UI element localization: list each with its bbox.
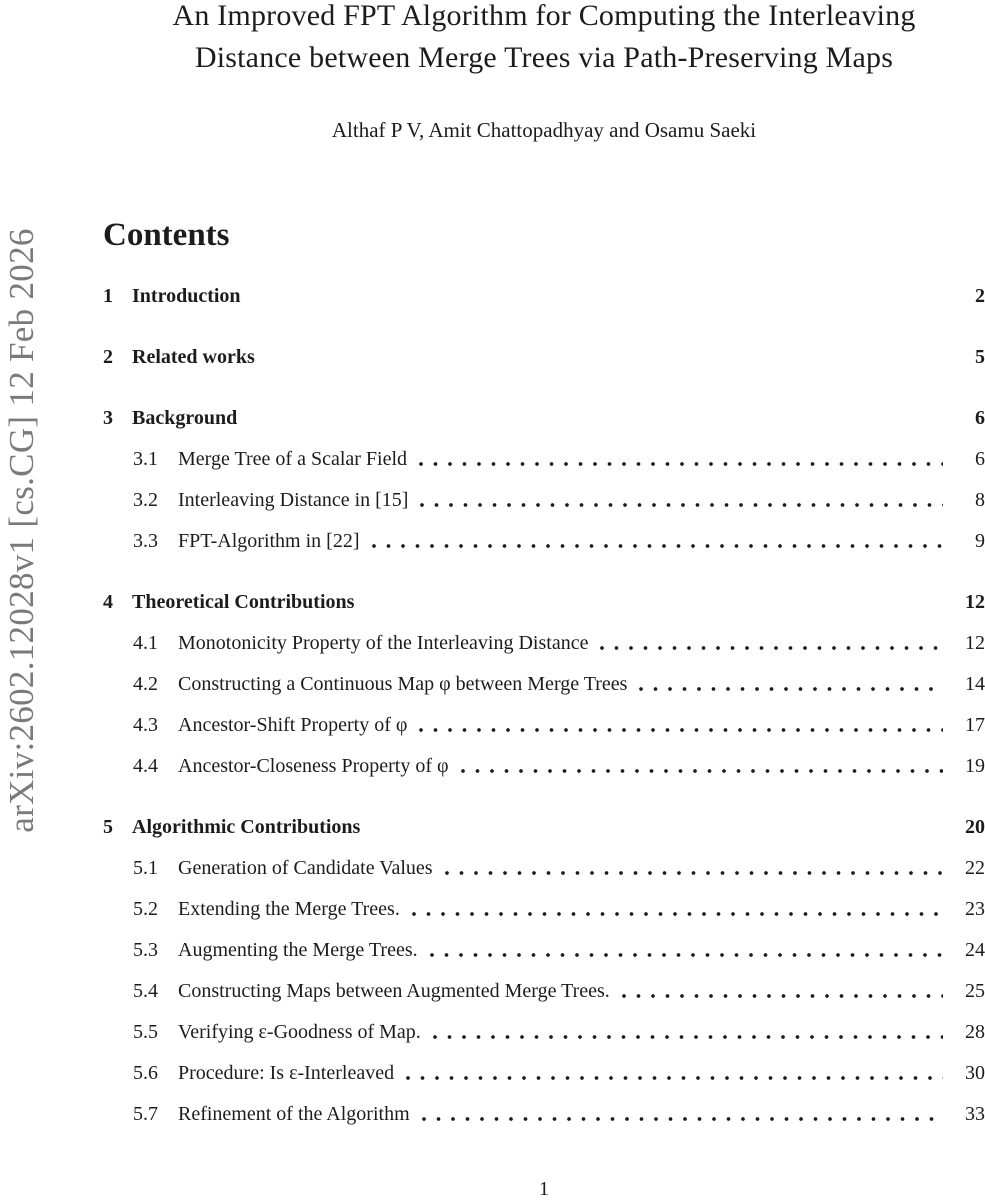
toc-entry[interactable] <box>103 1101 985 1127</box>
toc-entry-label: Theoretical Contributions <box>132 591 355 613</box>
toc-entry-label: Merge Tree of a Scalar Field <box>178 448 408 470</box>
toc-entry[interactable] <box>103 896 985 922</box>
toc-entry-page: 30 <box>965 1062 985 1084</box>
toc-entry-page: 8 <box>975 489 985 511</box>
toc-entry-number: 3.1 <box>133 448 158 470</box>
toc-entry-number: 3.2 <box>133 489 158 511</box>
toc-entry-label: Constructing a Continuous Map φ between Merge Trees <box>178 673 628 695</box>
toc-entry-number: 5.3 <box>133 939 158 961</box>
toc-entry[interactable] <box>103 855 985 881</box>
toc-entry-page: 9 <box>975 530 985 552</box>
toc-entry-page: 28 <box>965 1021 985 1043</box>
toc-entry[interactable] <box>103 712 985 738</box>
toc-entry-page: 20 <box>965 816 985 838</box>
dot-leader <box>417 1101 943 1127</box>
toc-entry-label: Augmenting the Merge Trees. <box>178 939 418 961</box>
authors-line: Althaf P V, Amit Chattopadhyay and Osamu Saeki <box>331 118 757 142</box>
toc-entry[interactable] <box>103 814 985 840</box>
toc-entry[interactable] <box>103 1060 985 1086</box>
toc-entry-number: 5.4 <box>133 980 158 1002</box>
toc-entry[interactable] <box>103 978 985 1004</box>
dot-leader <box>407 896 943 922</box>
toc-entry-label: Ancestor-Closeness Property of φ <box>178 755 449 777</box>
toc-entry-page: 5 <box>975 346 985 368</box>
toc-entry-label: Monotonicity Property of the Interleaving Distance <box>178 632 589 654</box>
toc-entry[interactable] <box>103 487 985 513</box>
paper-title-line-1: An Improved FPT Algorithm for Computing the Interleaving <box>172 0 916 32</box>
toc-entry-number: 4 <box>103 591 113 613</box>
toc-entry-number: 5 <box>103 816 113 838</box>
toc-entry-label: Interleaving Distance in [15] <box>178 489 409 511</box>
toc-entry-number: 2 <box>103 346 113 368</box>
toc-entry-number: 3.3 <box>133 530 158 552</box>
arxiv-watermark: arXiv:2602.12028v1 [cs.CG] 12 Feb 2026 <box>2 228 41 833</box>
toc-entry-label: Ancestor-Shift Property of φ <box>178 714 408 736</box>
toc-entry-number: 4.2 <box>133 673 158 695</box>
contents-heading: Contents <box>103 217 230 253</box>
toc-entry[interactable] <box>103 405 985 431</box>
toc-entry-number: 5.7 <box>133 1103 158 1125</box>
toc-entry-page: 14 <box>965 673 985 695</box>
footer-page-number: 1 <box>539 1178 549 1200</box>
dot-leader <box>401 1060 943 1086</box>
toc-entry-page: 6 <box>975 448 985 470</box>
toc-entry-number: 5.1 <box>133 857 158 879</box>
toc-entry-number: 5.5 <box>133 1021 158 1043</box>
toc-entry-label: Constructing Maps between Augmented Merge Trees. <box>178 980 610 1002</box>
dot-leader <box>595 630 943 656</box>
toc-entry-number: 4.4 <box>133 755 158 777</box>
toc-entry-page: 22 <box>965 857 985 879</box>
dot-leader <box>415 487 943 513</box>
toc-entry[interactable] <box>103 589 985 615</box>
toc-entry-label: Generation of Candidate Values <box>178 857 433 879</box>
toc-entry[interactable] <box>103 1019 985 1045</box>
paper-title <box>103 0 985 79</box>
toc-entry[interactable] <box>103 344 985 370</box>
toc-entry-page: 12 <box>965 591 985 613</box>
toc-entry[interactable] <box>103 753 985 779</box>
toc-entry-label: Algorithmic Contributions <box>132 816 361 838</box>
paper-title-line-2: Distance between Merge Trees via Path-Preserving Maps <box>194 41 894 74</box>
toc-entry-page: 17 <box>965 714 985 736</box>
dot-leader <box>367 528 944 554</box>
toc-entry-page: 25 <box>965 980 985 1002</box>
toc-entry-number: 4.3 <box>133 714 158 736</box>
toc-entry-number: 5.2 <box>133 898 158 920</box>
dot-leader <box>428 1019 943 1045</box>
toc-entry[interactable] <box>103 446 985 472</box>
toc-entry-number: 3 <box>103 407 113 429</box>
toc-entry-label: Extending the Merge Trees. <box>178 898 400 920</box>
dot-leader <box>414 712 943 738</box>
toc-entry-number: 5.6 <box>133 1062 158 1084</box>
toc-entry-number: 1 <box>103 285 113 307</box>
dot-leader <box>425 937 943 963</box>
toc-entry-label: Verifying ε-Goodness of Map. <box>178 1021 421 1043</box>
toc-entry-page: 2 <box>975 285 985 307</box>
toc-entry[interactable] <box>103 283 985 309</box>
toc-entry-label: Related works <box>132 346 255 368</box>
toc-entry[interactable] <box>103 528 985 554</box>
toc-entry[interactable] <box>103 671 985 697</box>
dot-leader <box>617 978 943 1004</box>
table-of-contents <box>103 283 985 1127</box>
toc-entry-page: 6 <box>975 407 985 429</box>
dot-leader <box>634 671 943 697</box>
toc-entry-page: 19 <box>965 755 985 777</box>
toc-entry-page: 24 <box>965 939 985 961</box>
dot-leader <box>440 855 943 881</box>
toc-entry-number: 4.1 <box>133 632 158 654</box>
toc-entry-label: Procedure: Is ε-Interleaved <box>178 1062 395 1084</box>
toc-entry-label: Refinement of the Algorithm <box>178 1103 410 1125</box>
toc-entry-page: 12 <box>965 632 985 654</box>
toc-entry-label: Background <box>132 407 238 429</box>
toc-entry-label: FPT-Algorithm in [22] <box>178 530 360 552</box>
dot-leader <box>456 753 943 779</box>
toc-entry-page: 33 <box>965 1103 985 1125</box>
toc-entry[interactable] <box>103 937 985 963</box>
toc-entry[interactable] <box>103 630 985 656</box>
paper-page-content <box>103 0 985 1127</box>
toc-entry-page: 23 <box>965 898 985 920</box>
toc-entry-label: Introduction <box>132 285 241 307</box>
dot-leader <box>414 446 943 472</box>
